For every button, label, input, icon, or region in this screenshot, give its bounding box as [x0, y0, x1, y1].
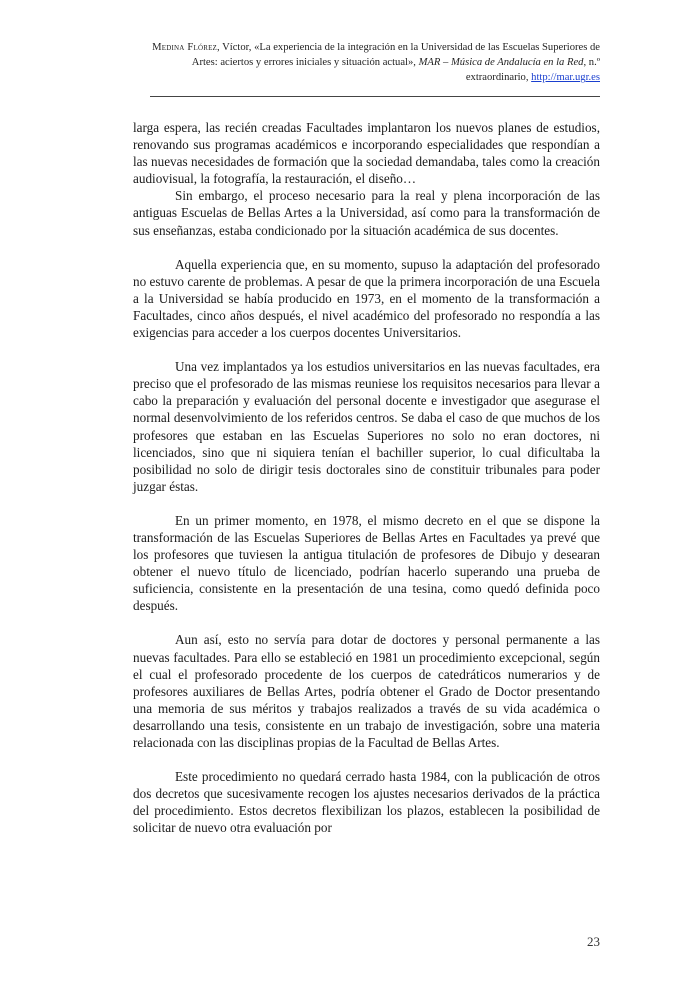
- page-number: 23: [587, 934, 600, 949]
- paragraph: Este procedimiento no quedará cerrado hasta 1984, con la publicación de otros dos decretos que sucesivamente recogen los ajustes necesarios derivados de la práctica del procedimiento. Estos decretos flexibilizan los plazos, establecen la posibilidad de solicitar de nuevo otra evaluación por: [133, 769, 600, 836]
- header-rule: [150, 96, 600, 97]
- header-citation-part2: , n.º extraordinario,: [465, 57, 600, 84]
- paragraph: Aquella experiencia que, en su momento, supuso la adaptación del profesorado no estuvo carente de problemas. A pesar de que la primera incorporación de una Escuela a la Universidad se había producido en 1973, en el momento de la transformación a Facultades, cinco años después, el nivel académico del profesorado no respondía a las exigencias para acceder a los cuerpos docentes Universitarios.: [133, 256, 600, 341]
- header-journal: MAR – Música de Andalucía en la Red: [418, 57, 584, 69]
- paragraph: Sin embargo, el proceso necesario para la real y plena incorporación de las antiguas Escuelas de Bellas Artes a la Universidad, así como para la transformación de sus enseñanzas, estaba condicionado por la situación académica de sus docentes.: [133, 188, 600, 238]
- running-header: [150, 40, 600, 86]
- paragraph: Aun así, esto no servía para dotar de doctores y personal permanente a las nuevas facultades. Para ello se estableció en 1981 un procedimiento excepcional, según el cual el profesorado procedente de los cuerpos de catedráticos numerarios y de profesores auxiliares de Bellas Artes, podría obtener el Grado de Doctor presentando una memoria de sus méritos y trabajos realizados a través de su vida académica o desarrollando una tesis, consistente en un trabajo de investigación, sobre una materia relacionada con las disciplinas propias de la Facultad de Bellas Artes.: [133, 632, 600, 750]
- header-link[interactable]: http://mar.ugr.es: [531, 72, 600, 84]
- header-citation-part1: , Víctor, «La experiencia de la integración en la Universidad de las Escuelas Superiores de Artes: aciertos y errores iniciales y situación actual»,: [191, 42, 600, 69]
- paragraph: En un primer momento, en 1978, el mismo decreto en el que se dispone la transformación de las Escuelas Superiores de Bellas Artes en Facultades ya prevé que los profesores que tuviesen la antigua titulación de profesores de Dibujo y desearan obtener el nuevo título de licenciado, podrían hacerlo superando una prueba de suficiencia, consistente en la presentación de una tesina, como quedó definida poco después.: [133, 512, 600, 614]
- paragraph-continuation: larga espera, las recién creadas Facultades implantaron los nuevos planes de estudios, renovando sus programas académicos e incorporando especialidades que respondían a las nuevas necesidades de formación que la sociedad demandaba, tales como la creación audiovisual, la fotografía, la restauración, el diseño…: [133, 120, 600, 187]
- body-text: [133, 119, 600, 836]
- header-author: Medina Flórez: [152, 42, 218, 53]
- paragraph: Una vez implantados ya los estudios universitarios en las nuevas facultades, era preciso que el profesorado de las mismas reuniese los requisitos necesarios para llevar a cabo la preparación y evaluación del personal docente e investigador que asegurase el normal desenvolvimiento de los referidos centros. Se daba el caso de que muchos de los profesores que estaban en las Escuelas Superiores no solo no eran doctores, ni licenciados, sino que ni siquiera tenían el bachiller superior, lo cual dificultaba la posibilidad no solo de dirigir tesis doctorales sino de constituir tribunales para poder juzgar éstas.: [133, 359, 600, 494]
